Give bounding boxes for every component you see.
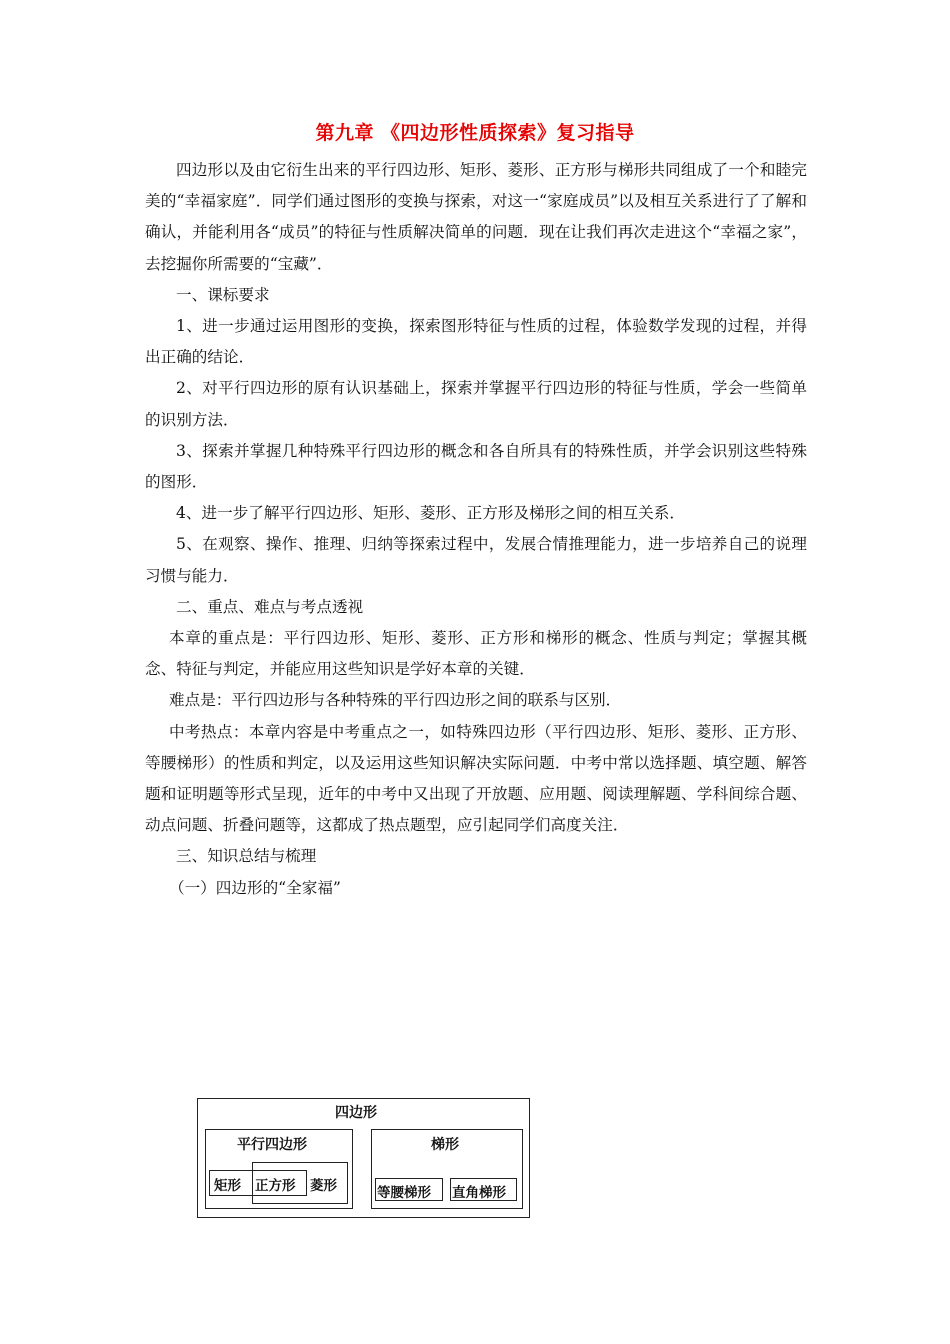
square-label: 正方形 xyxy=(255,1178,296,1194)
rectangle-label: 矩形 xyxy=(214,1178,241,1194)
parallelogram-label: 平行四边形 xyxy=(237,1137,307,1153)
requirement-3: 3、探索并掌握几种特殊平行四边形的概念和各自所具有的特殊性质，并学会识别这些特殊的图形． xyxy=(145,441,807,492)
section-heading-1: 一、课标要求 xyxy=(176,285,270,304)
document-body xyxy=(145,155,807,904)
page-title: 第九章 《四边形性质探索》复习指导 xyxy=(315,122,635,144)
subsection-heading: （一）四边形的“全家福” xyxy=(169,878,341,897)
requirement-4: 4、进一步了解平行四边形、矩形、菱形、正方形及梯形之间的相互关系． xyxy=(176,504,685,523)
section-heading-2: 二、重点、难点与考点透视 xyxy=(176,597,364,616)
rhombus-label: 菱形 xyxy=(310,1178,337,1194)
section-heading-3: 三、知识总结与梳理 xyxy=(176,847,317,866)
quadrilateral-label: 四边形 xyxy=(335,1105,377,1121)
exam-hotspot-paragraph: 中考热点：本章内容是中考重点之一，如特殊四边形（平行四边形、矩形、菱形、正方形、等腰梯形）的性质和判定，以及运用这些知识解决实际问题．中考中常以选择题、填空题、解答题和证明题等形式呈现，近年的中考中又出现了开放题、应用题、阅读理解题、学科间综合题、动点问题、折叠问题等，这都成了热点题型，应引起同学们高度关注． xyxy=(145,722,807,835)
key-points-paragraph: 本章的重点是：平行四边形、矩形、菱形、正方形和梯形的概念、性质与判定；掌握其概念、特征与判定，并能应用这些知识是学好本章的关键． xyxy=(145,629,807,679)
requirement-5: 5、在观察、操作、推理、归纳等探索过程中，发展合情推理能力，进一步培养自己的说理习惯与能力． xyxy=(145,535,807,585)
requirement-1: 1、进一步通过运用图形的变换，探索图形特征与性质的过程，体验数学发现的过程，并得出正确的结论． xyxy=(145,317,807,367)
isosceles-trapezoid-label: 等腰梯形 xyxy=(377,1185,431,1201)
requirement-2: 2、对平行四边形的原有认识基础上，探索并掌握平行四边形的特征与性质，学会一些简单的识别方法． xyxy=(145,379,807,429)
difficulty-paragraph: 难点是：平行四边形与各种特殊的平行四边形之间的联系与区别． xyxy=(169,691,622,710)
right-trapezoid-label: 直角梯形 xyxy=(452,1185,506,1201)
quadrilateral-family-diagram xyxy=(197,1098,530,1218)
intro-paragraph: 四边形以及由它衍生出来的平行四边形、矩形、菱形、正方形与梯形共同组成了一个和睦完美的“幸福家庭”．同学们通过图形的变换与探索，对这一“家庭成员”以及相互关系进行了了解和确认，并能利用各“成员”的特征与性质解决简单的问题．现在让我们再次走进这个“幸福之家”，去挖掘你所需要的“宝藏”． xyxy=(145,161,807,273)
trapezoid-label: 梯形 xyxy=(431,1137,459,1153)
